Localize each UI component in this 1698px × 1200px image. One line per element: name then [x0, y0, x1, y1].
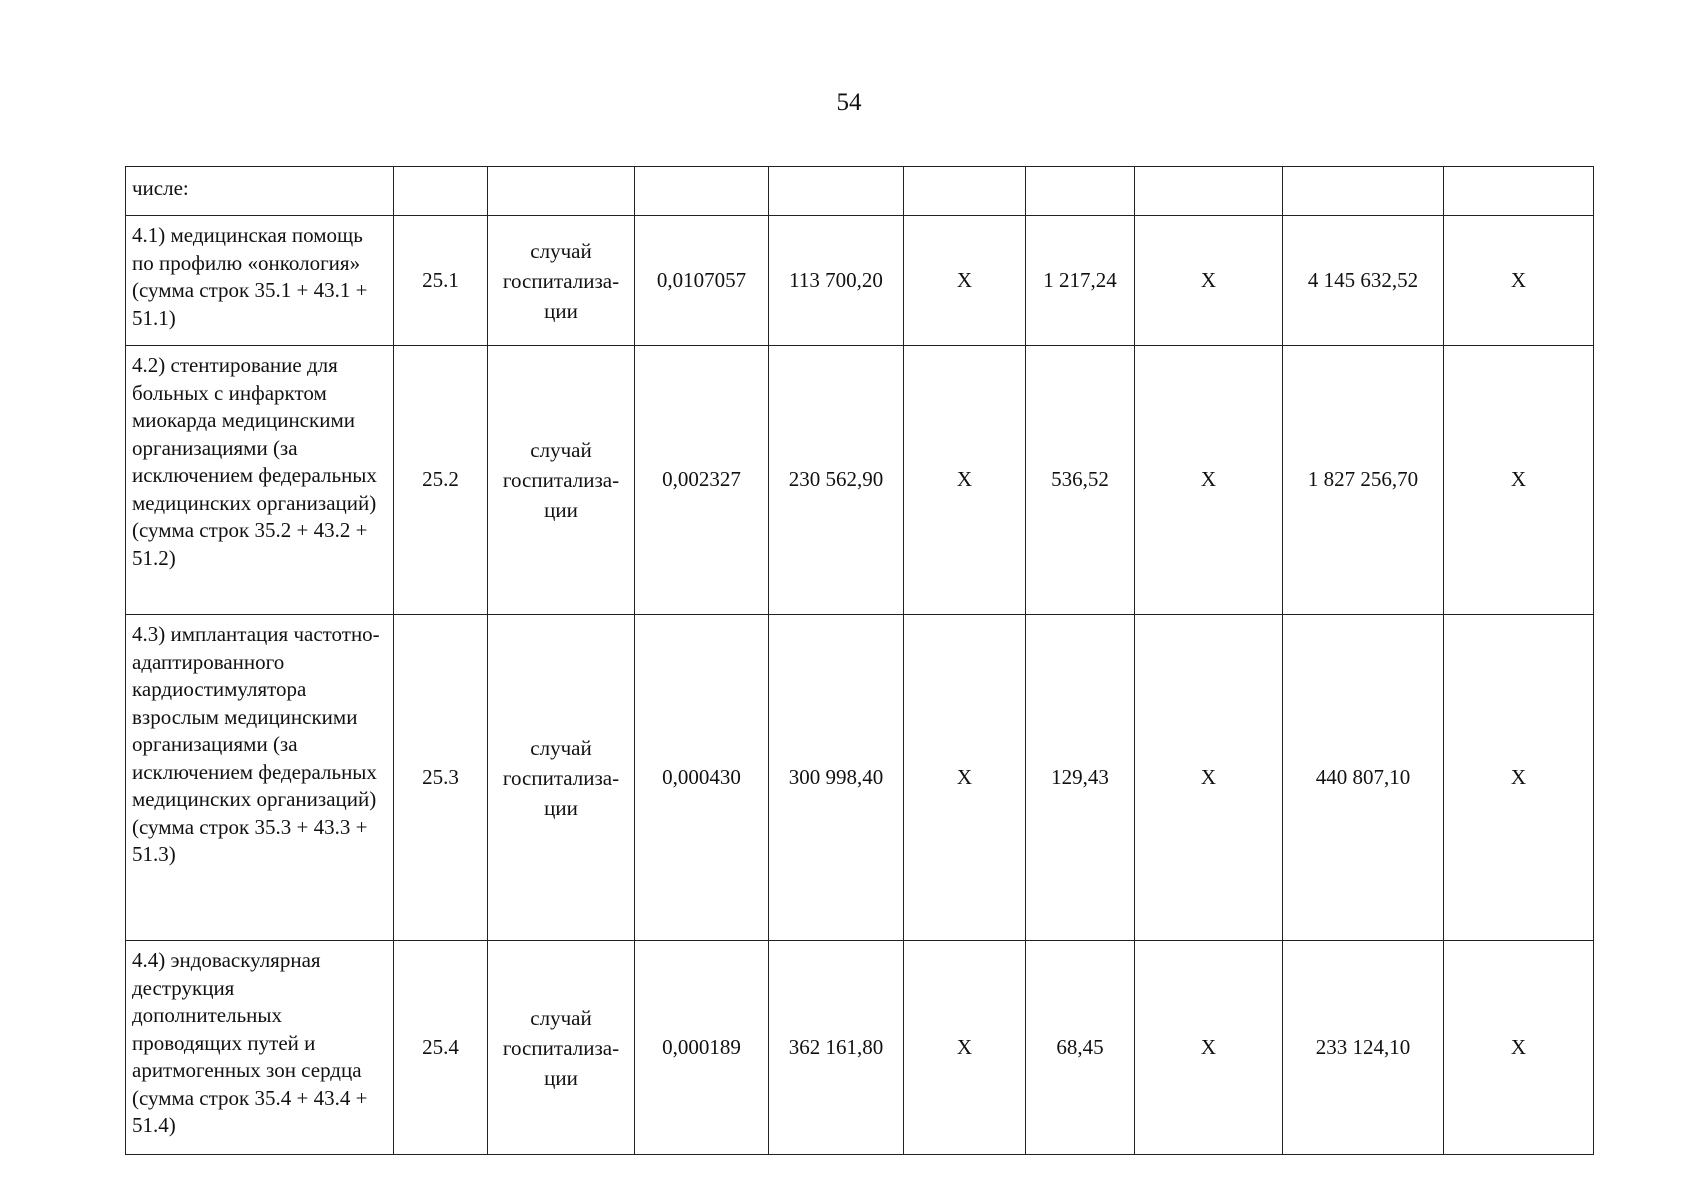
cell-cost: 230 562,90: [769, 346, 904, 615]
cell-norm: 0,000430: [635, 615, 769, 941]
cell-cost: 300 998,40: [769, 615, 904, 941]
cell-empty: [1135, 167, 1283, 216]
cell-x: X: [1444, 941, 1594, 1155]
page-number: 54: [836, 89, 862, 116]
cell-cost: 362 161,80: [769, 941, 904, 1155]
cell-x: X: [1135, 346, 1283, 615]
cell-unit: [488, 615, 635, 941]
cell-x: X: [904, 615, 1026, 941]
cell-description: числе:: [126, 167, 394, 216]
table-row: [126, 216, 1594, 346]
cell-unit: [488, 216, 635, 346]
unit-label: случай госпитализа-ции: [502, 238, 620, 323]
cell-total: 233 124,10: [1283, 941, 1444, 1155]
data-table: [125, 166, 1594, 1155]
unit-label: случай госпитализа-ции: [502, 1005, 620, 1090]
cell-total: 440 807,10: [1283, 615, 1444, 941]
cell-empty: [635, 167, 769, 216]
cell-x: X: [1135, 216, 1283, 346]
cell-empty: [769, 167, 904, 216]
cell-per-capita: 129,43: [1026, 615, 1135, 941]
cell-per-capita: 536,52: [1026, 346, 1135, 615]
cell-x: X: [904, 941, 1026, 1155]
cell-per-capita: 1 217,24: [1026, 216, 1135, 346]
cell-description: 4.4) эндоваскулярная деструкция дополнительных проводящих путей и аритмогенных зон сердца (сумма строк 35.4 + 43.4 + 51.4): [126, 941, 394, 1155]
unit-label: случай госпитализа-ции: [502, 735, 620, 820]
cell-unit: [488, 346, 635, 615]
table-row: [126, 346, 1594, 615]
cell-empty: [394, 167, 488, 216]
cell-line-number: 25.2: [394, 346, 488, 615]
cell-line-number: 25.4: [394, 941, 488, 1155]
cell-empty: [1444, 167, 1594, 216]
cell-cost: 113 700,20: [769, 216, 904, 346]
cell-x: X: [1135, 615, 1283, 941]
cell-x: X: [1444, 216, 1594, 346]
cell-description: 4.1) медицинская помощь по профилю «онкология» (сумма строк 35.1 + 43.1 + 51.1): [126, 216, 394, 346]
cell-total: 1 827 256,70: [1283, 346, 1444, 615]
cell-norm: 0,000189: [635, 941, 769, 1155]
table-row: [126, 615, 1594, 941]
cell-empty: [488, 167, 635, 216]
table-row: [126, 941, 1594, 1155]
cell-x: X: [904, 346, 1026, 615]
cell-empty: [904, 167, 1026, 216]
cell-empty: [1283, 167, 1444, 216]
cell-x: X: [1135, 941, 1283, 1155]
cell-total: 4 145 632,52: [1283, 216, 1444, 346]
cell-norm: 0,002327: [635, 346, 769, 615]
cell-x: X: [1444, 346, 1594, 615]
cell-norm: 0,0107057: [635, 216, 769, 346]
unit-label: случай госпитализа-ции: [502, 438, 620, 522]
cell-x: X: [904, 216, 1026, 346]
cell-line-number: 25.3: [394, 615, 488, 941]
cell-description: 4.2) стентирование для больных с инфарктом миокарда медицинскими организациями (за исключением федеральных медицинских организаций) (сумма строк 35.2 + 43.2 + 51.2): [126, 346, 394, 615]
cell-unit: [488, 941, 635, 1155]
table-row-continuation: [126, 167, 1594, 216]
cell-empty: [1026, 167, 1135, 216]
cell-per-capita: 68,45: [1026, 941, 1135, 1155]
cell-x: X: [1444, 615, 1594, 941]
cell-description: 4.3) имплантация частотно-адаптированного кардиостимулятора взрослым медицинскими организациями (за исключением федеральных медицинских организаций) (сумма строк 35.3 + 43.3 + 51.3): [126, 615, 394, 941]
cell-line-number: 25.1: [394, 216, 488, 346]
